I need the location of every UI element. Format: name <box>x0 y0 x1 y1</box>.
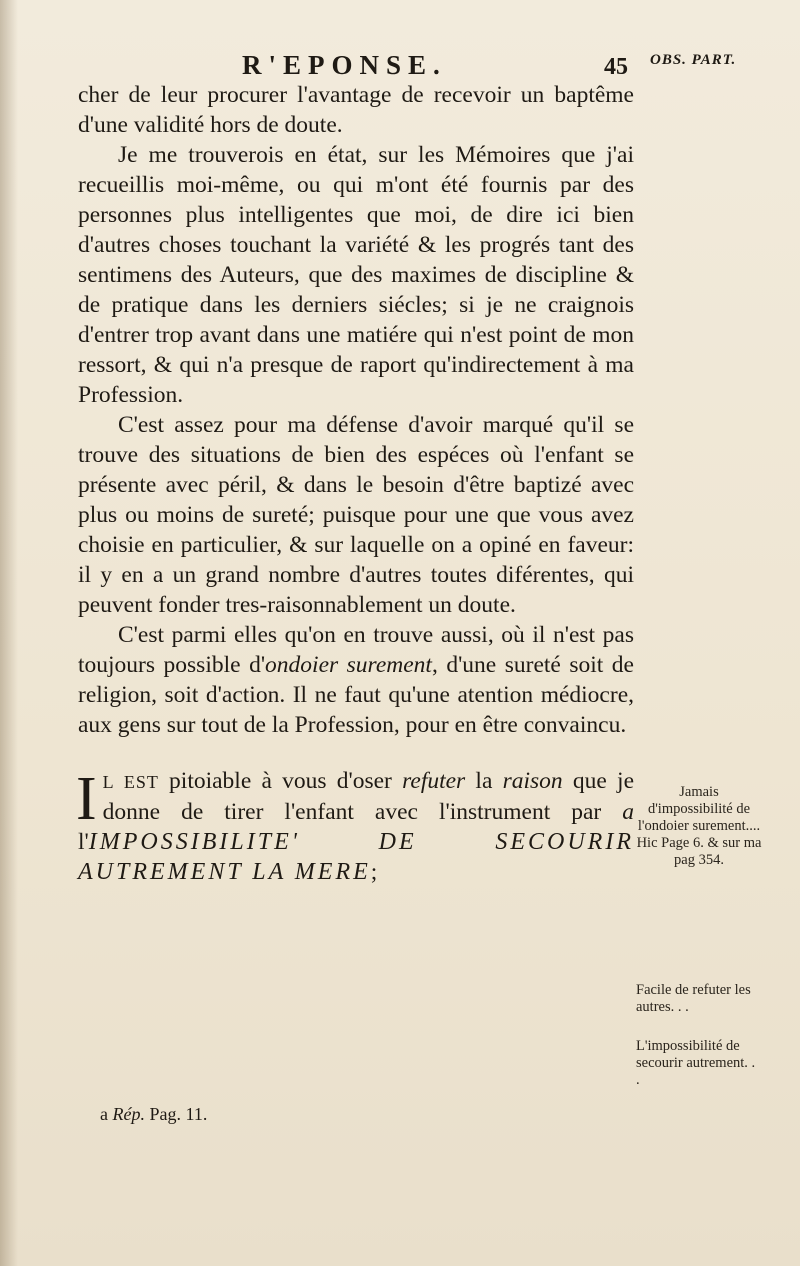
body-text <box>78 80 634 887</box>
paragraph-continuation: cher de leur procurer l'avantage de recevoir un baptême d'une validité hors de doute. <box>78 82 634 138</box>
paragraph-defense: C'est assez pour ma défense d'avoir marqué qu'il se trouve des situations de bien des espéces où l'enfant se présente avec péril, & dans le besoin d'être baptizé avec plus ou moins de sureté; puisque pour une que vous avez choisie en particulier, & sur laquelle on a opiné en faveur: il y en a un grand nombre d'autres toutes diférentes, qui peuvent fonder tres-raisonnablement un doute. <box>78 412 634 618</box>
refuter-caps-italic: IMPOSSIBILITE' DE SECOURIR AUTREMENT LA MERE <box>78 829 634 885</box>
paragraph-ondoier-italic: ondoier surement <box>265 652 432 678</box>
paragraph-ondoier-start: C'est parmi elles qu'on en trouve aussi, où il n'est pas toujours possible d' <box>78 622 634 678</box>
margin-note-impossibilite: L'impossibilité de secourir autrement. . . <box>636 1038 756 1088</box>
running-head: R'EPONSE. <box>242 50 447 80</box>
section-separator <box>78 740 634 766</box>
paragraph-ondoier-end: , d'une sureté soit de religion, soit d'action. Il ne faut qu'une atention médiocre, aux gens sur tout de la Profession, pour en être convaincu. <box>78 652 634 738</box>
small-caps-opening: L EST <box>102 772 159 792</box>
paragraph-refuter <box>78 766 634 887</box>
margin-note-ondoier: Jamais d'impossibilité de l'ondoier surement.... Hic Page 6. & sur ma pag 354. <box>636 784 762 868</box>
drop-cap: I <box>76 765 97 833</box>
footnote-mark: a <box>100 1104 108 1124</box>
refuter-text-3: que je donne de tirer l'enfant avec l'instrument par <box>102 768 635 825</box>
footnote-italic: Rép. <box>112 1104 145 1124</box>
refuter-italic-1: refuter <box>402 768 466 794</box>
footnote-reference: a <box>622 799 634 825</box>
refuter-text-2: la <box>465 768 503 794</box>
footnote <box>100 1104 207 1125</box>
paragraph-ondoier <box>78 620 634 740</box>
refuter-text-1: pitoiable à vous d'oser <box>158 768 403 794</box>
refuter-text-4: l' <box>78 829 89 855</box>
binding-shadow <box>0 0 18 1266</box>
header-margin-note: OBS. PART. <box>650 52 737 68</box>
footnote-text: Pag. 11. <box>149 1104 208 1124</box>
margin-note-refuter: Facile de refuter les autres. . . <box>636 982 751 1015</box>
paragraph-memoires: Je me trouverois en état, sur les Mémoires que j'ai recueillis moi-même, ou qui m'ont été fournis par des personnes plus intelligentes que moi, de dire ici bien d'autres choses touchant la variété & les progrés tant des sentimens des Auteurs, que des maximes de discipline & de pratique dans les derniers siécles; si je ne craignois d'entrer trop avant dans une matiére qui n'est point de mon ressort, & qui n'a presque de raport qu'indirectement à ma Profession. <box>78 142 634 408</box>
refuter-text-5: ; <box>370 859 378 885</box>
refuter-italic-2: raison <box>502 768 563 794</box>
page-number: 45 <box>604 54 628 80</box>
